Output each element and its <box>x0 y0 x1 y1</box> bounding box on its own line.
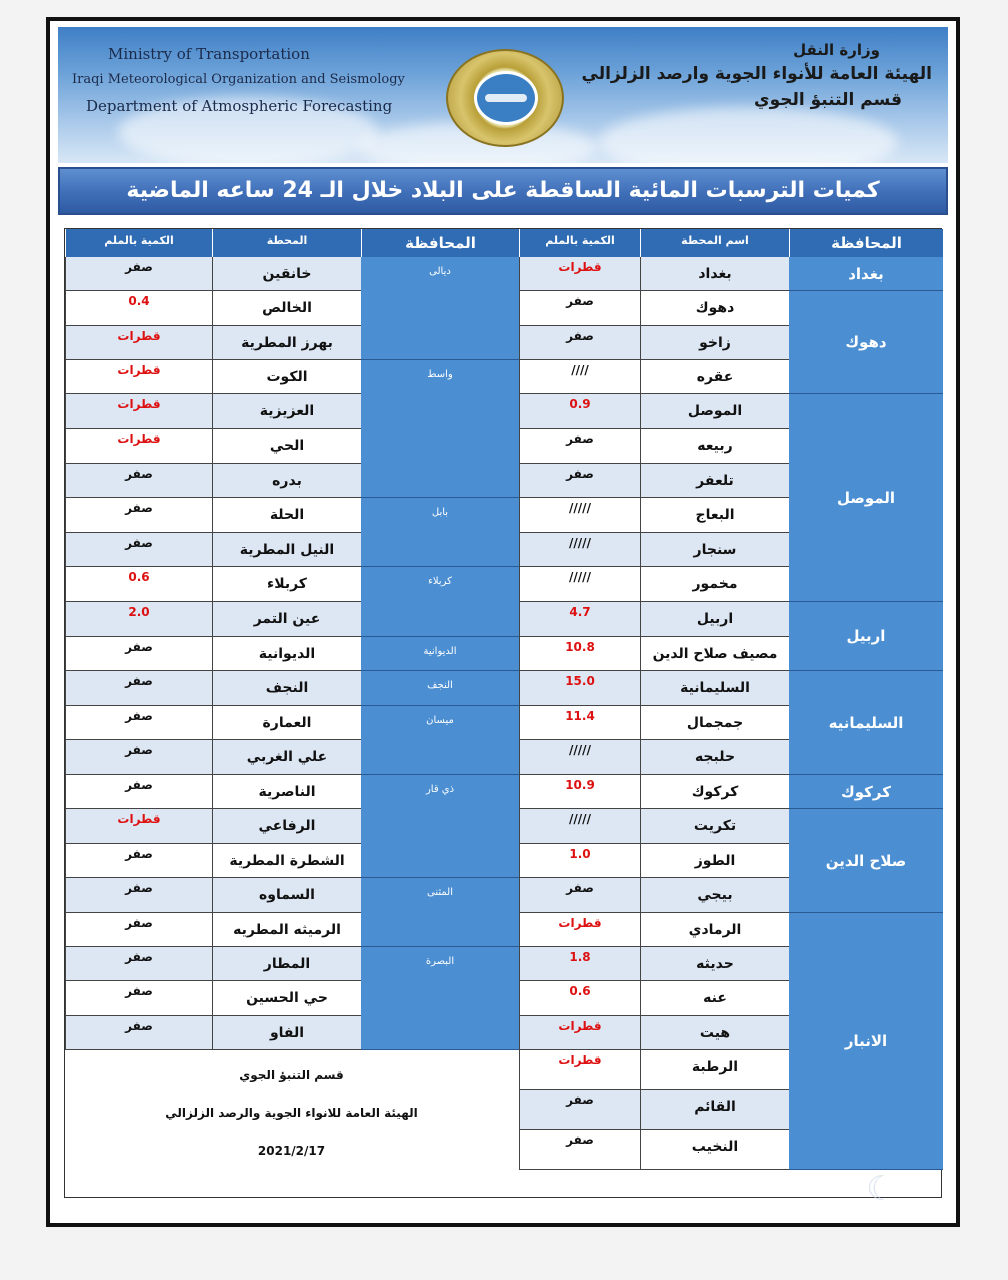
left-header-province: المحافظة <box>361 229 519 257</box>
right-station-cell: كركوك <box>640 775 789 809</box>
right-station-cell: مصيف صلاح الدين <box>640 637 789 671</box>
right-station-cell: سنجار <box>640 533 789 567</box>
left-amount-cell: قطرات <box>65 360 212 394</box>
department-name-ar: قسم التنبؤ الجوي <box>754 90 902 110</box>
right-amount-cell: 1.8 <box>519 947 640 981</box>
left-amount-cell: صفر <box>65 533 212 567</box>
right-amount-cell: ///// <box>519 809 640 844</box>
english-header <box>72 41 405 119</box>
right-amount-cell: ///// <box>519 567 640 602</box>
right-station-cell: بيجي <box>640 878 789 913</box>
right-amount-cell: 0.9 <box>519 394 640 429</box>
header-banner <box>58 27 948 163</box>
left-amount-cell: قطرات <box>65 394 212 429</box>
footer-date: 2021/2/17 <box>257 1144 326 1158</box>
left-amount-cell: صفر <box>65 844 212 878</box>
left-amount-cell: صفر <box>65 878 212 913</box>
right-station-cell: تكريت <box>640 809 789 844</box>
right-station-cell: تلعفر <box>640 464 789 498</box>
left-amount-cell: صفر <box>65 981 212 1016</box>
left-amount-cell: صفر <box>65 498 212 533</box>
right-station-cell: اربيل <box>640 602 789 637</box>
left-amount-cell: 2.0 <box>65 602 212 637</box>
right-province-cell: صلاح الدين <box>789 809 943 913</box>
right-province-cell: اربيل <box>789 602 943 671</box>
right-station-cell: ربيعه <box>640 429 789 464</box>
left-station-cell: الحلة <box>212 498 361 533</box>
left-province-cell: واسط <box>361 360 519 498</box>
right-amount-cell: قطرات <box>519 1016 640 1050</box>
left-station-cell: النيل المطرية <box>212 533 361 567</box>
left-amount-cell: صفر <box>65 775 212 809</box>
left-amount-cell: قطرات <box>65 429 212 464</box>
left-header-amount: الكمية بالملم <box>65 229 212 257</box>
right-station-cell: السليمانية <box>640 671 789 706</box>
right-station-cell: زاخو <box>640 326 789 360</box>
right-station-cell: حديثه <box>640 947 789 981</box>
right-amount-cell: ///// <box>519 740 640 775</box>
left-station-cell: المطار <box>212 947 361 981</box>
left-station-cell: الرفاعي <box>212 809 361 844</box>
right-station-cell: النخيب <box>640 1130 789 1170</box>
right-province-cell: السليمانيه <box>789 671 943 775</box>
department-name-en: Department of Atmospheric Forecasting <box>86 97 393 115</box>
right-amount-cell: ///// <box>519 533 640 567</box>
right-station-cell: بغداد <box>640 257 789 291</box>
left-station-cell: حي الحسين <box>212 981 361 1016</box>
right-station-cell: الطوز <box>640 844 789 878</box>
left-header-station: المحطة <box>212 229 361 257</box>
right-station-cell: البعاج <box>640 498 789 533</box>
precipitation-table <box>64 228 942 1198</box>
right-amount-cell: صفر <box>519 1090 640 1130</box>
arabic-header <box>582 39 932 113</box>
right-province-cell: كركوك <box>789 775 943 809</box>
right-province-cell: الموصل <box>789 394 943 602</box>
right-station-cell: الرمادي <box>640 913 789 947</box>
left-station-cell: النجف <box>212 671 361 706</box>
right-province-cell: الانبار <box>789 913 943 1170</box>
right-amount-cell: قطرات <box>519 1050 640 1090</box>
right-station-cell: القائم <box>640 1090 789 1130</box>
right-amount-cell: صفر <box>519 326 640 360</box>
left-province-cell: بابل <box>361 498 519 567</box>
left-amount-cell: قطرات <box>65 326 212 360</box>
left-station-cell: خانقين <box>212 257 361 291</box>
right-amount-cell: قطرات <box>519 257 640 291</box>
left-amount-cell: صفر <box>65 740 212 775</box>
right-station-cell: دهوك <box>640 291 789 326</box>
left-station-cell: الكوت <box>212 360 361 394</box>
right-amount-cell: 10.8 <box>519 637 640 671</box>
right-station-cell: جمجمال <box>640 706 789 740</box>
page-title: كميات الترسبات المائية الساقطة على البلاد خلال الـ 24 ساعه الماضية <box>58 167 948 215</box>
right-amount-cell: //// <box>519 360 640 394</box>
right-amount-cell: صفر <box>519 1130 640 1170</box>
left-station-cell: الحي <box>212 429 361 464</box>
right-station-cell: عنه <box>640 981 789 1016</box>
right-amount-cell: صفر <box>519 429 640 464</box>
right-amount-cell: 11.4 <box>519 706 640 740</box>
left-station-cell: الشطرة المطرية <box>212 844 361 878</box>
left-station-cell: بهرز المطرية <box>212 326 361 360</box>
right-amount-cell: صفر <box>519 878 640 913</box>
right-province-cell: دهوك <box>789 291 943 394</box>
right-amount-cell: 15.0 <box>519 671 640 706</box>
left-station-cell: عين التمر <box>212 602 361 637</box>
left-province-cell: الديوانية <box>361 637 519 671</box>
left-station-cell: السماوه <box>212 878 361 913</box>
left-station-cell: بدره <box>212 464 361 498</box>
organization-logo <box>446 49 564 147</box>
right-amount-cell: 1.0 <box>519 844 640 878</box>
left-province-cell: ذي قار <box>361 775 519 878</box>
right-header-province: المحافظة <box>789 229 943 257</box>
right-header-amount: الكمية بالملم <box>519 229 640 257</box>
right-station-cell: عقره <box>640 360 789 394</box>
left-station-cell: كربلاء <box>212 567 361 602</box>
right-amount-cell: صفر <box>519 464 640 498</box>
left-amount-cell: صفر <box>65 637 212 671</box>
right-station-cell: مخمور <box>640 567 789 602</box>
left-amount-cell: صفر <box>65 464 212 498</box>
left-province-cell: المثنى <box>361 878 519 947</box>
footer-department: قسم التنبؤ الجوي <box>239 1068 344 1082</box>
right-amount-cell: 4.7 <box>519 602 640 637</box>
left-amount-cell: صفر <box>65 706 212 740</box>
organization-name-en: Iraqi Meteorological Organization and Seismology <box>72 72 405 87</box>
right-amount-cell: ///// <box>519 498 640 533</box>
left-province-cell: البصرة <box>361 947 519 1050</box>
left-station-cell: الرميثه المطريه <box>212 913 361 947</box>
left-amount-cell: 0.6 <box>65 567 212 602</box>
left-station-cell: الخالص <box>212 291 361 326</box>
left-station-cell: العزيزية <box>212 394 361 429</box>
left-amount-cell: صفر <box>65 1016 212 1050</box>
left-amount-cell: صفر <box>65 947 212 981</box>
left-station-cell: الديوانية <box>212 637 361 671</box>
left-province-cell: النجف <box>361 671 519 706</box>
right-station-cell: هيت <box>640 1016 789 1050</box>
right-amount-cell: 0.6 <box>519 981 640 1016</box>
right-header-station: اسم المحطة <box>640 229 789 257</box>
right-province-cell: بغداد <box>789 257 943 291</box>
footer-organization: الهيئة العامة للانواء الجوية والرصد الزلزالي <box>165 1106 418 1120</box>
left-station-cell: علي الغربي <box>212 740 361 775</box>
right-station-cell: الموصل <box>640 394 789 429</box>
left-amount-cell: صفر <box>65 257 212 291</box>
document-frame <box>46 17 960 1227</box>
left-amount-cell: 0.4 <box>65 291 212 326</box>
left-amount-cell: قطرات <box>65 809 212 844</box>
left-station-cell: الناصرية <box>212 775 361 809</box>
left-province-cell: ميسان <box>361 706 519 775</box>
right-station-cell: الرطبة <box>640 1050 789 1090</box>
right-station-cell: حلبجه <box>640 740 789 775</box>
right-amount-cell: صفر <box>519 291 640 326</box>
left-station-cell: الفاو <box>212 1016 361 1050</box>
left-amount-cell: صفر <box>65 913 212 947</box>
right-amount-cell: قطرات <box>519 913 640 947</box>
right-amount-cell: 10.9 <box>519 775 640 809</box>
ministry-name-ar: وزارة النقل <box>793 41 880 59</box>
ministry-name-en: Ministry of Transportation <box>108 45 310 63</box>
left-amount-cell: صفر <box>65 671 212 706</box>
left-station-cell: العمارة <box>212 706 361 740</box>
organization-name-ar: الهيئة العامة للأنواء الجوية وارصد الزلزالي <box>581 64 932 84</box>
watermark-icon: ☾ <box>866 1169 897 1209</box>
left-province-cell: كربلاء <box>361 567 519 637</box>
left-province-cell: ديالى <box>361 257 519 360</box>
